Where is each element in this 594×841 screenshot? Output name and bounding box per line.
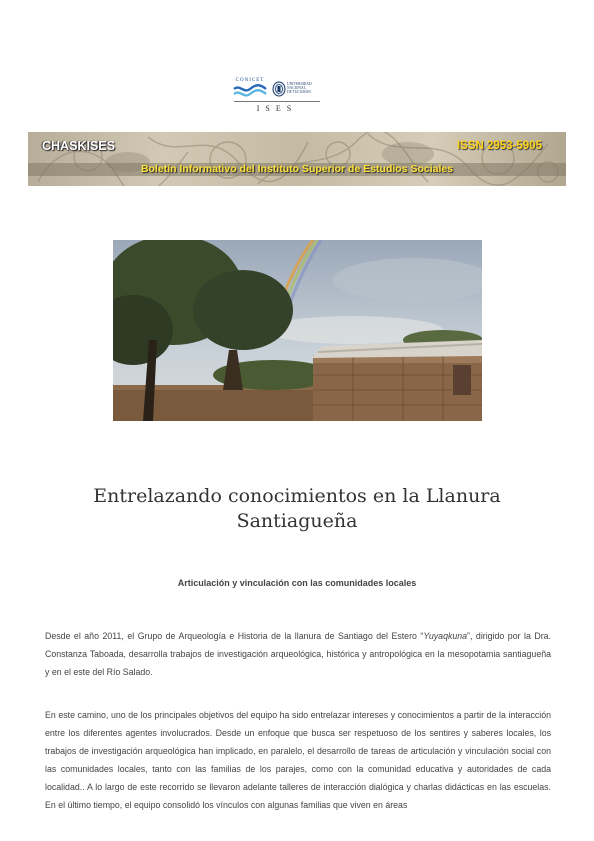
paragraph-1-start: Desde el año 2011, el Grupo de Arqueología e Historia de la llanura de Santiago del Estero “ xyxy=(45,631,424,641)
banner-subtitle: Boletín Informativo del Instituto Superior de Estudios Sociales xyxy=(140,163,454,175)
group-name: Yuyaqkuna xyxy=(423,631,468,641)
banner-title: CHASKISES xyxy=(42,139,115,153)
unt-line-3: DE TUCUMÁN xyxy=(287,90,311,95)
paragraph-1-end: ”, dirigido por la Dra. Constanza Taboada, desarrolla trabajos de investigación arqueológica, histórica y antropológica en la mesopotamia santiagueña y en el este del Río Salado. xyxy=(45,631,551,677)
unt-seal-icon xyxy=(272,81,286,97)
unt-line-2: NACIONAL xyxy=(287,86,306,91)
article-title: Entrelazando conocimientos en la Llanura Santiagueña xyxy=(93,485,501,532)
landscape-photo xyxy=(113,240,482,421)
paragraph-2: En este camino, uno de los principales objetivos del equipo ha sido entrelazar intereses y conocimientos a partir de la interacción entre los diferentes agentes involucrados. Desde un enfoque que busca ser respetuoso de los sentires y saberes locales, los trabajos de investigación arqueológica han implicado, en paralelo, el desarrollo de tareas de articulación y vinculación social con las comunidades locales, tanto con las familias de los parajes, como con la comunidad educativa y autoridades de cada localidad.. A lo largo de este recorrido se llevaron adelante talleres de interacción dialógica y charlas didácticas en las escuelas. En el último tiempo, el equipo consolidó los vínculos con algunas familias que viven en áreas xyxy=(45,710,551,810)
banner-issn: ISSN 2953-5905 xyxy=(456,140,542,152)
article-subtitle: Articulación y vinculación con las comunidades locales xyxy=(177,578,417,588)
unt-line-1: UNIVERSIDAD xyxy=(287,82,312,86)
logo-divider xyxy=(234,101,320,102)
conicet-logo-icon xyxy=(232,84,268,98)
landscape-photo-icon xyxy=(113,240,482,421)
newsletter-banner xyxy=(28,132,566,186)
paragraph-1 xyxy=(45,627,551,681)
conicet-label: CONICET xyxy=(235,78,265,83)
ises-label: ISES xyxy=(256,104,298,113)
unt-name xyxy=(287,82,312,95)
institution-logos xyxy=(232,78,322,118)
